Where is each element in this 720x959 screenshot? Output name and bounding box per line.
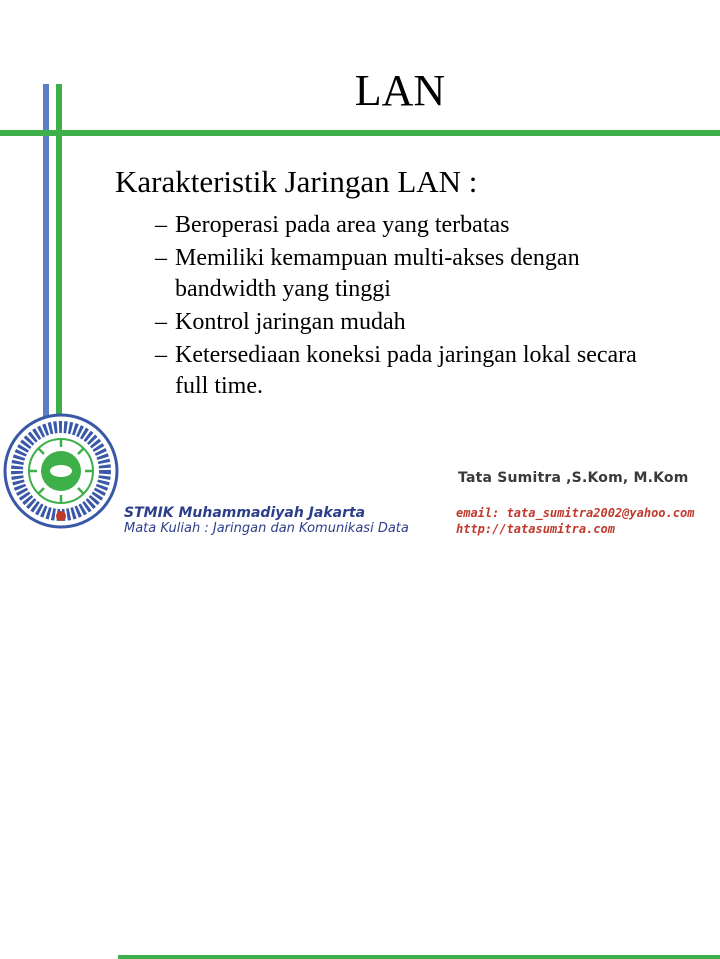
sub-bullet-text: Ketersediaan koneksi pada jaringan lokal secara full time. — [175, 342, 637, 399]
dash-marker: – — [155, 245, 167, 271]
dash-marker: – — [155, 309, 167, 335]
title-divider — [0, 130, 720, 136]
muhammadiyah-logo-icon — [2, 412, 120, 530]
sub-bullet-item — [155, 340, 675, 402]
sub-bullet-list — [155, 210, 675, 404]
slide-title: LAN — [354, 66, 446, 115]
main-bullet: Karakteristik Jaringan LAN : — [115, 164, 478, 199]
sub-bullet-item — [155, 243, 675, 305]
footer-course: Mata Kuliah : Jaringan dan Komunikasi Data — [124, 521, 409, 536]
sub-bullet-text: Beroperasi pada area yang terbatas — [175, 212, 510, 238]
sub-bullet-text: Memiliki kemampuan multi-akses dengan bandwidth yang tinggi — [175, 245, 580, 302]
footer-website: http://tatasumitra.com — [456, 522, 615, 536]
footer-author: Tata Sumitra ,S.Kom, M.Kom — [458, 470, 689, 486]
sub-bullet-item — [155, 307, 675, 338]
footer-email: email: tata_sumitra2002@yahoo.com — [456, 506, 695, 520]
dash-marker: – — [155, 342, 167, 368]
footer-institution: STMIK Muhammadiyah Jakarta — [124, 505, 366, 521]
footer-divider — [118, 955, 720, 959]
dash-marker: – — [155, 212, 167, 238]
sub-bullet-item — [155, 210, 675, 241]
sub-bullet-text: Kontrol jaringan mudah — [175, 309, 406, 335]
